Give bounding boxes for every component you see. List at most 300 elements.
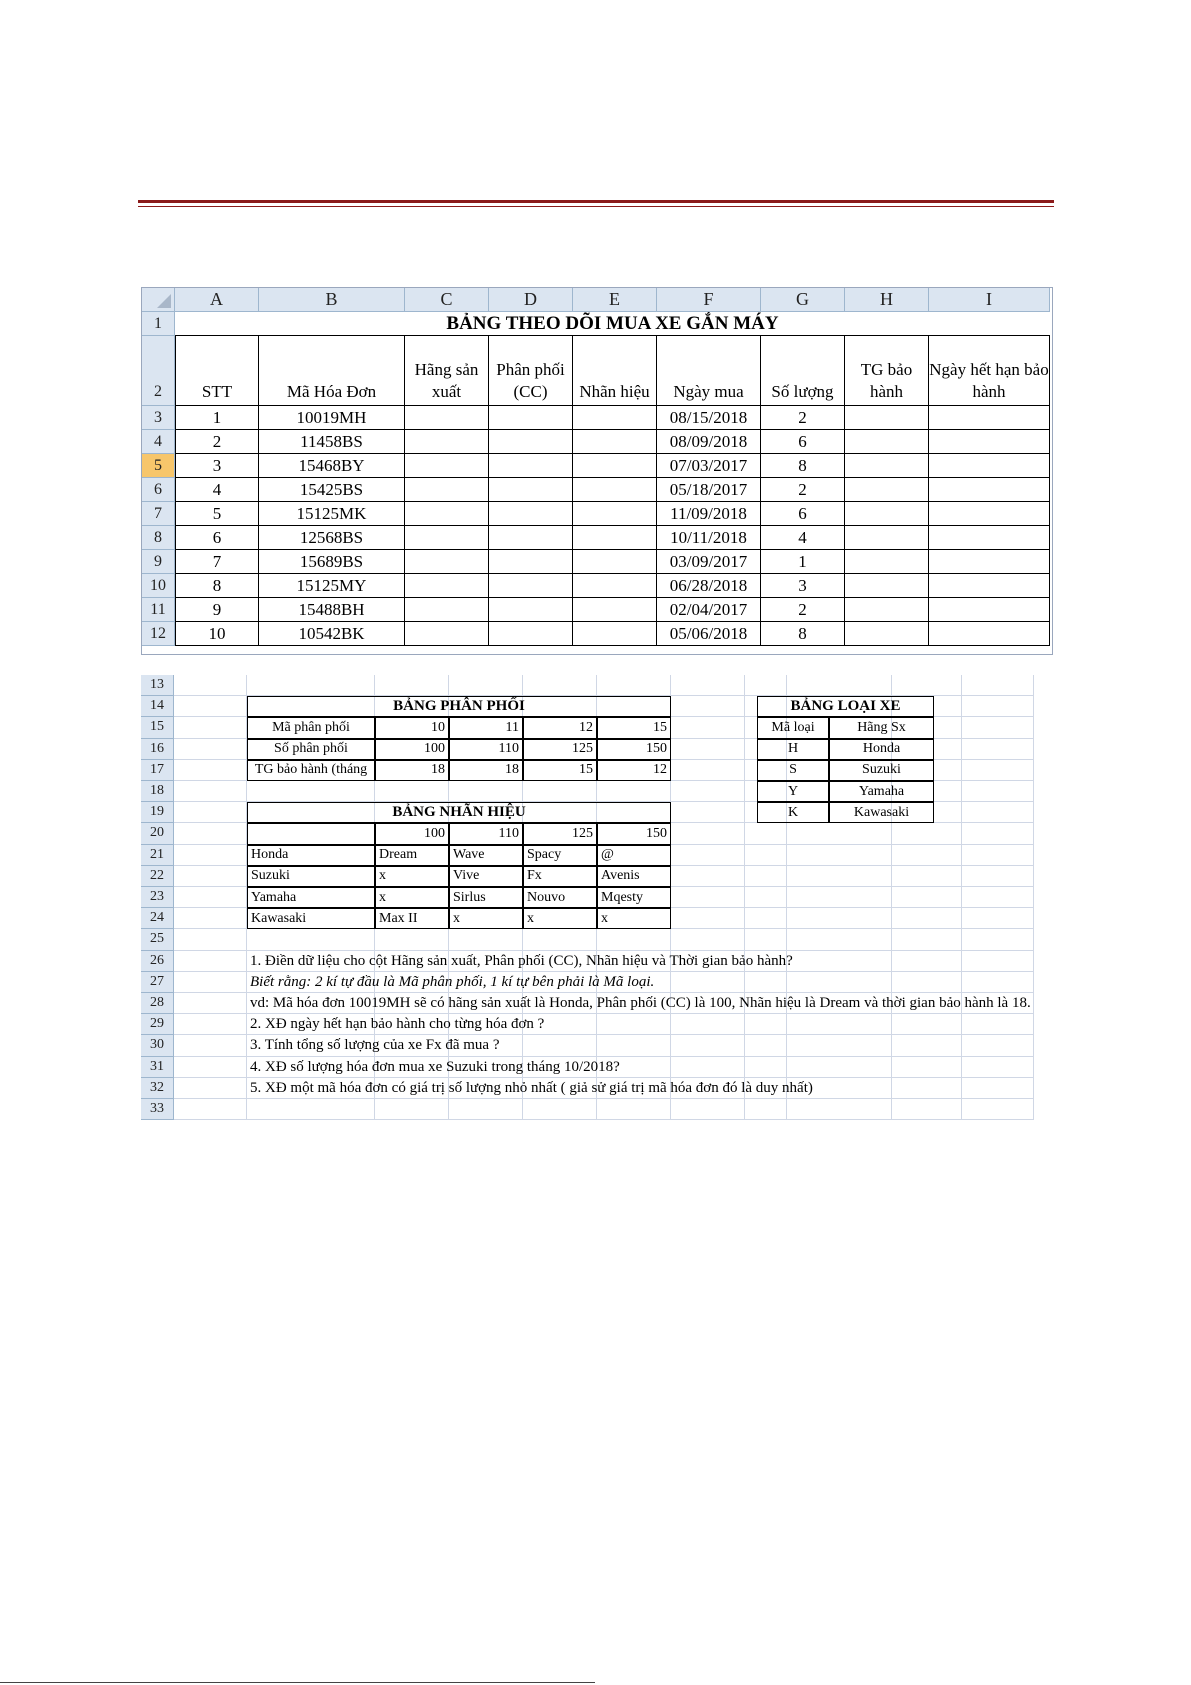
cell-sl[interactable]: 8: [761, 454, 845, 478]
empty-cell[interactable]: [489, 622, 573, 646]
select-all-corner[interactable]: [142, 288, 175, 312]
empty-cell[interactable]: [405, 526, 489, 550]
grid-cell[interactable]: [671, 760, 745, 781]
cell-stt[interactable]: 8: [175, 574, 259, 598]
grid-cell[interactable]: [745, 929, 787, 950]
grid-cell[interactable]: [962, 717, 1034, 738]
cell-ma[interactable]: 15125MK: [259, 502, 405, 526]
grid-cell[interactable]: [247, 781, 375, 802]
loai-xe-code: H: [757, 739, 829, 760]
grid-cell[interactable]: [449, 675, 523, 696]
column-header[interactable]: F: [657, 288, 761, 312]
nhan-hieu-model: Sirlus: [449, 887, 523, 908]
empty-cell[interactable]: [573, 550, 657, 574]
phan-phoi-value: 110: [449, 739, 523, 760]
grid-cell[interactable]: [745, 908, 787, 929]
cell-stt[interactable]: 10: [175, 622, 259, 646]
phan-phoi-value: 11: [449, 717, 523, 738]
cell-sl[interactable]: 8: [761, 622, 845, 646]
nhan-hieu-brand: Honda: [247, 845, 375, 866]
phan-phoi-title: BẢNG PHÂN PHỐI: [247, 696, 671, 717]
cell-stt[interactable]: 1: [175, 406, 259, 430]
cell-ngay[interactable]: 07/03/2017: [657, 454, 761, 478]
spreadsheet-lookup: [141, 675, 1051, 1121]
loai-xe-brand: Kawasaki: [829, 802, 934, 823]
nhan-hieu-model: Vive: [449, 866, 523, 887]
grid-cell[interactable]: [597, 929, 671, 950]
row-header[interactable]: 23: [141, 887, 174, 908]
header-rule-thin: [138, 206, 1054, 207]
empty-cell[interactable]: [845, 550, 929, 574]
nhan-hieu-brand: Suzuki: [247, 866, 375, 887]
nhan-hieu-model: Mqesty: [597, 887, 671, 908]
phan-phoi-value: 12: [523, 717, 597, 738]
nhan-hieu-model: x: [523, 908, 597, 929]
grid-cell[interactable]: [597, 1099, 671, 1120]
cell-ma[interactable]: 15689BS: [259, 550, 405, 574]
column-title-phan-phoi: Phân phối (CC): [489, 336, 573, 406]
cell-ma[interactable]: 15125MY: [259, 574, 405, 598]
row-header[interactable]: 10: [142, 574, 175, 598]
grid-cell[interactable]: [787, 866, 892, 887]
nhan-hieu-model: Fx: [523, 866, 597, 887]
nhan-hieu-brand: Kawasaki: [247, 908, 375, 929]
cell-ngay[interactable]: 10/11/2018: [657, 526, 761, 550]
column-header[interactable]: C: [405, 288, 489, 312]
row-header[interactable]: 3: [142, 406, 175, 430]
grid-cell[interactable]: [962, 675, 1034, 696]
grid-cell[interactable]: [892, 908, 962, 929]
nhan-hieu-cc: 150: [597, 823, 671, 844]
grid-cell[interactable]: [962, 696, 1034, 717]
cell-sl[interactable]: 2: [761, 406, 845, 430]
grid-cell[interactable]: [375, 929, 449, 950]
grid-cell[interactable]: [787, 908, 892, 929]
loai-xe-title: BẢNG LOẠI XE: [757, 696, 934, 717]
phan-phoi-label: Mã phân phối: [247, 717, 375, 738]
cell-ma[interactable]: 15468BY: [259, 454, 405, 478]
row-header[interactable]: 21: [141, 845, 174, 866]
cell-stt[interactable]: 5: [175, 502, 259, 526]
row-header[interactable]: 30: [141, 1035, 174, 1056]
loai-xe-code: K: [757, 802, 829, 823]
row-header[interactable]: 24: [141, 908, 174, 929]
phan-phoi-label: TG bảo hành (tháng: [247, 760, 375, 781]
nhan-hieu-model: Wave: [449, 845, 523, 866]
grid-cell[interactable]: [671, 696, 745, 717]
empty-cell[interactable]: [573, 406, 657, 430]
row-header[interactable]: 7: [142, 502, 175, 526]
cell-ngay[interactable]: 08/09/2018: [657, 430, 761, 454]
question-1: 1. Điền dữ liệu cho cột Hãng sản xuất, Phân phối (CC), Nhãn hiệu và Thời gian bảo hành?: [250, 952, 793, 969]
empty-cell[interactable]: [845, 526, 929, 550]
empty-cell[interactable]: [405, 454, 489, 478]
grid-cell[interactable]: [174, 908, 247, 929]
empty-cell[interactable]: [929, 502, 1050, 526]
row-header[interactable]: 33: [141, 1099, 174, 1120]
empty-cell[interactable]: [929, 598, 1050, 622]
row-header[interactable]: 6: [142, 478, 175, 502]
grid-cell[interactable]: [671, 887, 745, 908]
empty-cell[interactable]: [489, 478, 573, 502]
grid-cell[interactable]: [787, 845, 892, 866]
grid-cell[interactable]: [597, 781, 671, 802]
row-header[interactable]: 25: [141, 929, 174, 950]
row-header[interactable]: 5: [142, 454, 175, 478]
grid-cell[interactable]: [174, 1035, 247, 1056]
grid-cell[interactable]: [597, 675, 671, 696]
footer-rule: [0, 1682, 595, 1683]
grid-cell[interactable]: [745, 866, 787, 887]
grid-cell[interactable]: [174, 993, 247, 1014]
empty-cell[interactable]: [845, 430, 929, 454]
cell-sl[interactable]: 4: [761, 526, 845, 550]
cell-sl[interactable]: 1: [761, 550, 845, 574]
grid-cell[interactable]: [671, 823, 745, 844]
empty-cell[interactable]: [929, 406, 1050, 430]
empty-cell[interactable]: [573, 598, 657, 622]
nhan-hieu-model: Spacy: [523, 845, 597, 866]
phan-phoi-value: 150: [597, 739, 671, 760]
grid-cell[interactable]: [962, 866, 1034, 887]
row-header[interactable]: 16: [141, 739, 174, 760]
row-header[interactable]: 27: [141, 972, 174, 993]
empty-cell[interactable]: [845, 502, 929, 526]
grid-cell[interactable]: [962, 908, 1034, 929]
row-header[interactable]: 29: [141, 1014, 174, 1035]
question-5: 3. Tính tổng số lượng của xe Fx đã mua ?: [250, 1037, 500, 1054]
grid-cell[interactable]: [787, 929, 892, 950]
column-title-so-luong: Số lượng: [761, 336, 845, 406]
row-header[interactable]: 13: [141, 675, 174, 696]
grid-cell[interactable]: [247, 1099, 375, 1120]
grid-cell[interactable]: [745, 1099, 787, 1120]
row-header[interactable]: 9: [142, 550, 175, 574]
nhan-hieu-model: Dream: [375, 845, 449, 866]
grid-cell[interactable]: [671, 675, 745, 696]
cell-ngay[interactable]: 08/15/2018: [657, 406, 761, 430]
row-header[interactable]: 2: [142, 336, 175, 406]
grid-cell[interactable]: [174, 887, 247, 908]
grid-cell[interactable]: [174, 866, 247, 887]
grid-cell[interactable]: [174, 845, 247, 866]
column-title-stt: STT: [175, 336, 259, 406]
grid-cell[interactable]: [449, 781, 523, 802]
phan-phoi-value: 18: [375, 760, 449, 781]
nhan-hieu-model: x: [375, 887, 449, 908]
empty-cell[interactable]: [845, 622, 929, 646]
column-title-ngay-het-han: Ngày hết hạn bảo hành: [929, 336, 1050, 406]
grid-cell[interactable]: [174, 675, 247, 696]
column-header[interactable]: G: [761, 288, 845, 312]
grid-cell[interactable]: [174, 760, 247, 781]
nhan-hieu-model: x: [375, 866, 449, 887]
grid-cell[interactable]: [787, 887, 892, 908]
grid-cell[interactable]: [962, 929, 1034, 950]
row-header[interactable]: 8: [142, 526, 175, 550]
empty-cell[interactable]: [929, 478, 1050, 502]
empty-cell[interactable]: [573, 526, 657, 550]
cell-ngay[interactable]: 05/18/2017: [657, 478, 761, 502]
cell-ma[interactable]: 11458BS: [259, 430, 405, 454]
empty-cell[interactable]: [845, 406, 929, 430]
grid-cell[interactable]: [247, 675, 375, 696]
row-header[interactable]: 4: [142, 430, 175, 454]
question-2: Biết rằng: 2 kí tự đầu là Mã phân phối, 1 kí tự bên phải là Mã loại.: [250, 973, 655, 990]
loai-xe-header-brand: Hãng Sx: [829, 717, 934, 738]
grid-cell[interactable]: [962, 823, 1034, 844]
cell-stt[interactable]: 7: [175, 550, 259, 574]
grid-cell[interactable]: [671, 908, 745, 929]
cell-ngay[interactable]: 06/28/2018: [657, 574, 761, 598]
column-title-tg-bao-hanh: TG bảo hành: [845, 336, 929, 406]
grid-cell[interactable]: [523, 1099, 597, 1120]
nhan-hieu-model: Max II: [375, 908, 449, 929]
question-4: 2. XĐ ngày hết hạn bảo hành cho từng hóa đơn ?: [250, 1016, 545, 1033]
grid-cell[interactable]: [174, 951, 247, 972]
empty-cell[interactable]: [573, 622, 657, 646]
cell-ma[interactable]: 15425BS: [259, 478, 405, 502]
nhan-hieu-cc: 100: [375, 823, 449, 844]
grid-cell[interactable]: [174, 781, 247, 802]
cell-sl[interactable]: 3: [761, 574, 845, 598]
column-header[interactable]: E: [573, 288, 657, 312]
cell-ngay[interactable]: 03/09/2017: [657, 550, 761, 574]
grid-cell[interactable]: [449, 1099, 523, 1120]
empty-cell[interactable]: [845, 574, 929, 598]
empty-cell[interactable]: [489, 406, 573, 430]
phan-phoi-value: 10: [375, 717, 449, 738]
column-title-nhan-hieu: Nhãn hiệu: [573, 336, 657, 406]
cell-ma[interactable]: 10542BK: [259, 622, 405, 646]
grid-cell[interactable]: [745, 823, 787, 844]
row-header[interactable]: 11: [142, 598, 175, 622]
phan-phoi-value: 15: [597, 717, 671, 738]
grid-cell[interactable]: [892, 675, 962, 696]
nhan-hieu-model: @: [597, 845, 671, 866]
grid-cell[interactable]: [787, 675, 892, 696]
question-7: 5. XĐ một mã hóa đơn có giá trị số lượng nhỏ nhất ( giả sử giá trị mã hóa đơn đó là duy nhất): [250, 1079, 813, 1096]
empty-cell[interactable]: [489, 454, 573, 478]
grid-cell[interactable]: [787, 1099, 892, 1120]
empty-cell[interactable]: [573, 430, 657, 454]
cell-sl[interactable]: 6: [761, 430, 845, 454]
grid-cell[interactable]: [671, 845, 745, 866]
spreadsheet-main: [141, 287, 1053, 655]
grid-cell[interactable]: [892, 866, 962, 887]
grid-cell[interactable]: [962, 781, 1034, 802]
grid-cell[interactable]: [892, 1099, 962, 1120]
empty-cell[interactable]: [573, 454, 657, 478]
cell-sl[interactable]: 2: [761, 598, 845, 622]
loai-xe-header-code: Mã loại: [757, 717, 829, 738]
nhan-hieu-model: x: [597, 908, 671, 929]
grid-cell[interactable]: [523, 929, 597, 950]
row-header[interactable]: 20: [141, 823, 174, 844]
phan-phoi-label: Số phân phối: [247, 739, 375, 760]
empty-cell[interactable]: [845, 598, 929, 622]
empty-cell[interactable]: [573, 478, 657, 502]
row-header[interactable]: 19: [141, 802, 174, 823]
grid-cell[interactable]: [671, 929, 745, 950]
grid-cell[interactable]: [962, 845, 1034, 866]
grid-cell[interactable]: [745, 675, 787, 696]
empty-cell[interactable]: [929, 430, 1050, 454]
column-header[interactable]: B: [259, 288, 405, 312]
grid-cell[interactable]: [962, 802, 1034, 823]
column-header[interactable]: A: [175, 288, 259, 312]
empty-cell[interactable]: [929, 622, 1050, 646]
grid-cell[interactable]: [671, 781, 745, 802]
empty-cell[interactable]: [489, 430, 573, 454]
column-header[interactable]: H: [845, 288, 929, 312]
phan-phoi-value: 125: [523, 739, 597, 760]
empty-cell[interactable]: [405, 478, 489, 502]
row-header[interactable]: 22: [141, 866, 174, 887]
row-header[interactable]: 31: [141, 1057, 174, 1078]
cell-stt[interactable]: 3: [175, 454, 259, 478]
nhan-hieu-brand: Yamaha: [247, 887, 375, 908]
cell-stt[interactable]: 9: [175, 598, 259, 622]
grid-cell[interactable]: [174, 802, 247, 823]
empty-cell[interactable]: [405, 622, 489, 646]
grid-cell[interactable]: [174, 717, 247, 738]
grid-cell[interactable]: [174, 696, 247, 717]
cell-stt[interactable]: 2: [175, 430, 259, 454]
grid-cell[interactable]: [892, 823, 962, 844]
empty-cell[interactable]: [405, 502, 489, 526]
empty-cell[interactable]: [405, 574, 489, 598]
row-header[interactable]: 12: [142, 622, 175, 646]
empty-cell[interactable]: [573, 574, 657, 598]
cell-ngay[interactable]: 02/04/2017: [657, 598, 761, 622]
grid-cell[interactable]: [962, 760, 1034, 781]
column-header[interactable]: D: [489, 288, 573, 312]
row-header[interactable]: 1: [142, 312, 175, 336]
grid-cell[interactable]: [892, 929, 962, 950]
phan-phoi-value: 18: [449, 760, 523, 781]
nhan-hieu-cc: 125: [523, 823, 597, 844]
header-rule-thick: [138, 200, 1054, 203]
grid-cell[interactable]: [174, 823, 247, 844]
empty-cell[interactable]: [929, 574, 1050, 598]
column-title-ngay-mua: Ngày mua: [657, 336, 761, 406]
row-header[interactable]: 26: [141, 951, 174, 972]
grid-cell[interactable]: [174, 929, 247, 950]
empty-cell[interactable]: [405, 406, 489, 430]
grid-cell[interactable]: [787, 823, 892, 844]
grid-cell[interactable]: [671, 1099, 745, 1120]
grid-cell[interactable]: [523, 675, 597, 696]
loai-xe-brand: Honda: [829, 739, 934, 760]
grid-cell[interactable]: [745, 887, 787, 908]
grid-cell[interactable]: [174, 1099, 247, 1120]
grid-cell[interactable]: [449, 929, 523, 950]
phan-phoi-value: 100: [375, 739, 449, 760]
grid-cell[interactable]: [523, 781, 597, 802]
empty-cell[interactable]: [845, 478, 929, 502]
empty-cell[interactable]: [929, 454, 1050, 478]
cell-ma[interactable]: 15488BH: [259, 598, 405, 622]
grid-cell[interactable]: [671, 717, 745, 738]
grid-cell[interactable]: [745, 845, 787, 866]
cell-stt[interactable]: 6: [175, 526, 259, 550]
grid-cell[interactable]: [375, 675, 449, 696]
grid-cell[interactable]: [892, 887, 962, 908]
empty-cell[interactable]: [845, 454, 929, 478]
cell-ngay[interactable]: 05/06/2018: [657, 622, 761, 646]
question-6: 4. XĐ số lượng hóa đơn mua xe Suzuki trong tháng 10/2018?: [250, 1058, 620, 1075]
empty-cell[interactable]: [489, 550, 573, 574]
grid-cell[interactable]: [375, 781, 449, 802]
grid-cell[interactable]: [892, 845, 962, 866]
row-header[interactable]: 28: [141, 993, 174, 1014]
empty-cell[interactable]: [929, 526, 1050, 550]
cell-sl[interactable]: 6: [761, 502, 845, 526]
grid-cell[interactable]: [375, 1099, 449, 1120]
empty-cell[interactable]: [489, 502, 573, 526]
phan-phoi-value: 15: [523, 760, 597, 781]
empty-cell[interactable]: [405, 430, 489, 454]
empty-cell[interactable]: [573, 502, 657, 526]
grid-cell[interactable]: [962, 887, 1034, 908]
sheet-title: BẢNG THEO DÕI MUA XE GẮN MÁY: [175, 312, 1050, 336]
grid-cell[interactable]: [962, 1099, 1034, 1120]
nhan-hieu-model: Avenis: [597, 866, 671, 887]
cell-sl[interactable]: 2: [761, 478, 845, 502]
nhan-hieu-model: Nouvo: [523, 887, 597, 908]
cell-ngay[interactable]: 11/09/2018: [657, 502, 761, 526]
loai-xe-code: S: [757, 760, 829, 781]
grid-cell[interactable]: [671, 739, 745, 760]
nhan-hieu-model: x: [449, 908, 523, 929]
grid-cell[interactable]: [174, 739, 247, 760]
loai-xe-brand: Suzuki: [829, 760, 934, 781]
cell-stt[interactable]: 4: [175, 478, 259, 502]
empty-cell[interactable]: [405, 550, 489, 574]
nhan-hieu-corner: [247, 823, 375, 844]
column-title-ma-hoa-don: Mã Hóa Đơn: [259, 336, 405, 406]
column-title-hang-san-xuat: Hãng sản xuất: [405, 336, 489, 406]
row-header[interactable]: 14: [141, 696, 174, 717]
empty-cell[interactable]: [405, 598, 489, 622]
grid-cell[interactable]: [174, 1057, 247, 1078]
grid-cell[interactable]: [174, 1078, 247, 1099]
cell-ma[interactable]: 12568BS: [259, 526, 405, 550]
nhan-hieu-cc: 110: [449, 823, 523, 844]
cell-ma[interactable]: 10019MH: [259, 406, 405, 430]
grid-cell[interactable]: [671, 866, 745, 887]
grid-cell[interactable]: [174, 1014, 247, 1035]
grid-cell[interactable]: [671, 802, 745, 823]
column-header[interactable]: I: [929, 288, 1050, 312]
phan-phoi-value: 12: [597, 760, 671, 781]
empty-cell[interactable]: [489, 574, 573, 598]
row-header[interactable]: 18: [141, 781, 174, 802]
row-header[interactable]: 17: [141, 760, 174, 781]
empty-cell[interactable]: [489, 526, 573, 550]
empty-cell[interactable]: [489, 598, 573, 622]
empty-cell[interactable]: [929, 550, 1050, 574]
question-3: vd: Mã hóa đơn 10019MH sẽ có hãng sản xuất là Honda, Phân phối (CC) là 100, Nhãn hiệu là Dream và thời gian bảo hành là 18.: [250, 995, 1031, 1012]
row-header[interactable]: 15: [141, 717, 174, 738]
grid-cell[interactable]: [174, 972, 247, 993]
nhan-hieu-title: BẢNG NHÃN HIỆU: [247, 802, 671, 823]
grid-cell[interactable]: [962, 739, 1034, 760]
grid-cell[interactable]: [247, 929, 375, 950]
loai-xe-brand: Yamaha: [829, 781, 934, 802]
row-header[interactable]: 32: [141, 1078, 174, 1099]
